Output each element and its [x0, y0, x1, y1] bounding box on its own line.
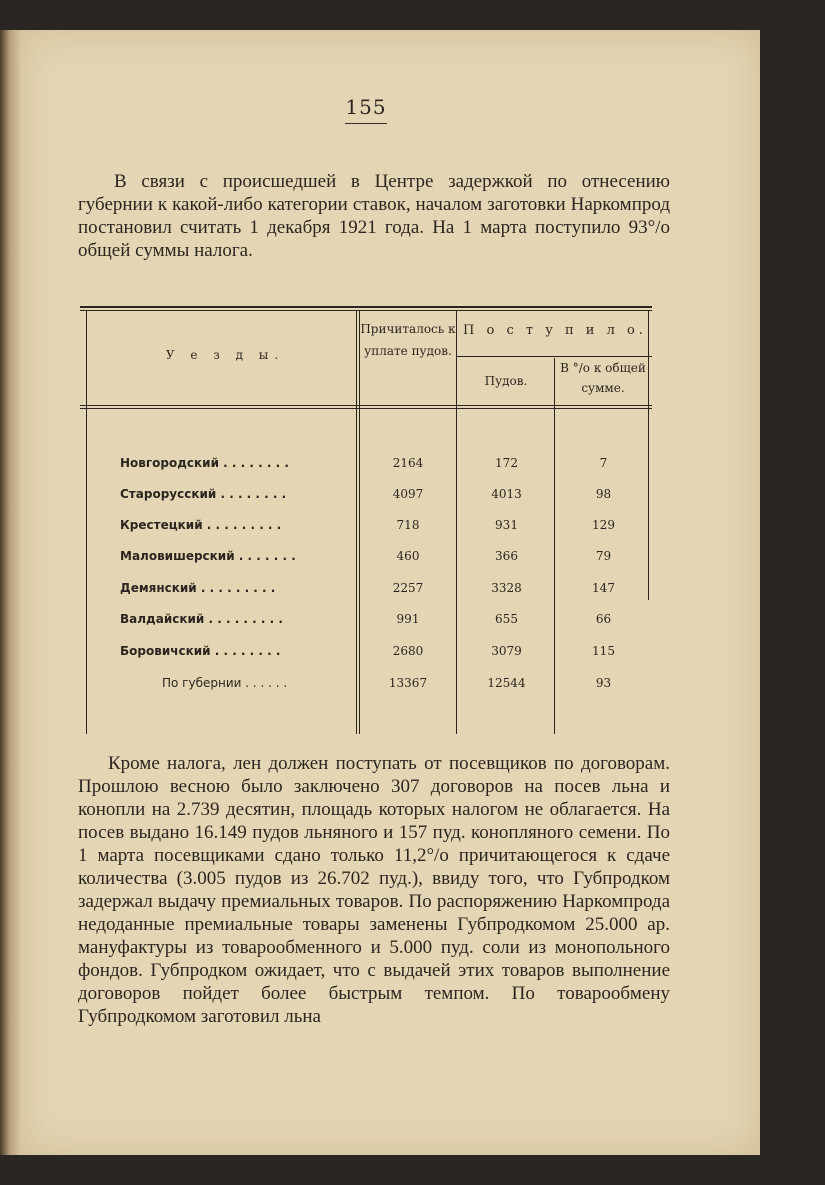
received-subheader-rule — [456, 356, 652, 357]
row-uezd: Крестецкий . . . . . . . . . — [120, 518, 282, 532]
header-received-puds: Пудов. — [484, 374, 528, 388]
table-top-rule — [80, 306, 652, 308]
table-row — [80, 581, 652, 605]
row-uezd: Старорусский . . . . . . . . — [120, 487, 287, 501]
header-uezdy: У е з д ы. — [165, 348, 285, 362]
tax-table — [80, 306, 652, 734]
table-row — [80, 644, 652, 668]
table-row — [80, 612, 652, 636]
row-due: 991 — [396, 612, 420, 626]
table-row — [80, 456, 652, 480]
row-pct: 129 — [592, 518, 615, 532]
row-uezd: Маловишерский . . . . . . . — [120, 549, 296, 563]
header-received-pct: В °/o к общей сумме. — [560, 361, 646, 395]
header-received: П о с т у п и л о. — [463, 323, 647, 338]
row-uezd: Валдайский . . . . . . . . . — [120, 612, 283, 626]
paragraph-intro: В связи с происшедшей в Центре задержкой по отнесению губернии к какой-либо категории ставок, началом заготовки Наркомпрод постановил считать 1 декабря 1921 года. На 1 марта поступило 93°/o общей суммы налога. — [78, 171, 670, 261]
table-total-row — [80, 676, 652, 700]
row-puds: 3328 — [491, 581, 522, 595]
row-pct: 98 — [595, 487, 612, 501]
row-puds: 655 — [495, 612, 518, 626]
total-label: По губернии . . . . . . — [162, 676, 288, 690]
background-edge — [760, 0, 825, 1185]
row-due: 460 — [396, 549, 420, 563]
row-uezd: Новгородский . . . . . . . . — [120, 456, 289, 470]
table-row — [80, 549, 652, 573]
table-row — [80, 518, 652, 542]
row-puds: 3079 — [491, 644, 522, 658]
row-due: 4097 — [392, 487, 424, 501]
header-due: Причиталось к уплате пудов. — [360, 322, 456, 358]
row-due: 2164 — [392, 456, 424, 470]
total-due: 13367 — [388, 676, 428, 690]
row-pct: 7 — [599, 456, 608, 470]
row-puds: 4013 — [491, 487, 522, 501]
row-due: 2257 — [392, 581, 424, 595]
row-pct: 115 — [592, 644, 615, 658]
row-due: 2680 — [392, 644, 424, 658]
table-top-rule-thin — [80, 310, 652, 311]
page-number-rule — [345, 123, 387, 124]
row-puds: 366 — [495, 549, 518, 563]
table-row — [80, 487, 652, 511]
header-bottom-rule — [80, 405, 652, 406]
row-puds: 172 — [495, 456, 518, 470]
header-bottom-rule-2 — [80, 408, 652, 409]
total-pct: 93 — [595, 676, 612, 690]
row-uezd: Боровичский . . . . . . . . — [120, 644, 281, 658]
row-due: 718 — [396, 518, 420, 532]
book-spine-edge — [0, 30, 22, 1155]
row-uezd: Демянский . . . . . . . . . — [120, 581, 276, 595]
page-number: 155 — [345, 95, 387, 119]
paragraph-contracts: Кроме налога, лен должен поступать от посевщиков по договорам. Прошлою весною было заключено 307 договоров на посев льна и конопли на 2.739 десятин, площадь которых налогом не облагается. На посев выдано 16.149 пудов льняного и 157 пуд. конопляного семени. По 1 марта посевщиками сдано только 11,2°/o причитающегося к сдаче количества (3.005 пудов из 26.702 пуд.), ввиду того, что Губпродком задержал выдачу премиальных товаров. По распоряжению Наркомпрода недоданные премиальные товары заменены Губпродкомом 25.000 ар. мануфактуры из товарообменного и 5.000 пуд. соли из монопольного фондов. Губпродком ожидает, что с выдачей этих товаров выполнение договоров пойдет более быстрым темпом. По товарообмену Губпродкомом заготовил льна — [78, 753, 670, 1027]
row-pct: 79 — [595, 549, 612, 563]
total-puds: 12544 — [487, 676, 526, 690]
row-puds: 931 — [495, 518, 518, 532]
row-pct: 147 — [592, 581, 615, 595]
row-pct: 66 — [595, 612, 612, 626]
